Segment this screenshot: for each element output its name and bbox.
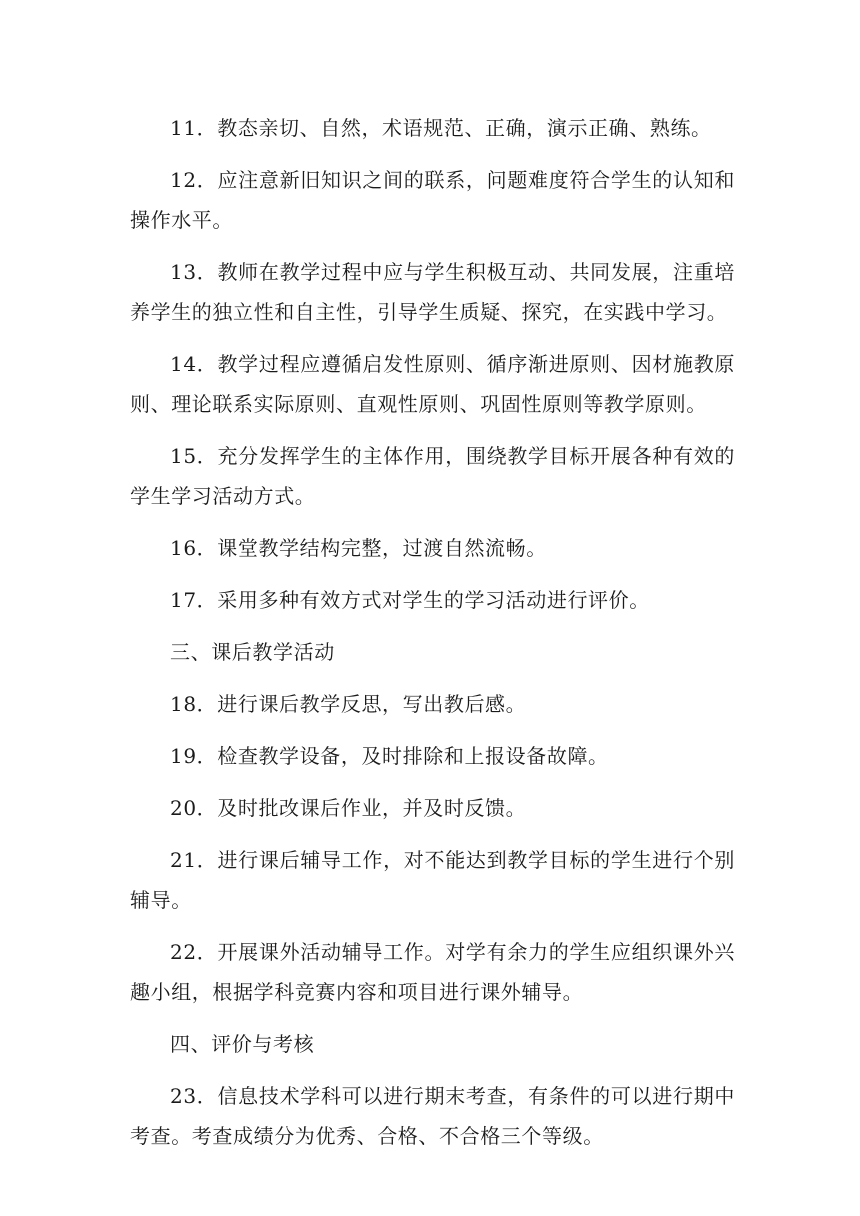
paragraph-19: 19．检查教学设备，及时排除和上报设备故障。 bbox=[170, 744, 609, 768]
paragraph-13: 13．教师在教学过程中应与学生积极互动、共同发展，注重培养学生的独立性和自主性，引导学生质疑、探究，在实践中学习。 bbox=[130, 260, 735, 324]
paragraph-14: 14．教学过程应遵循启发性原则、循序渐进原则、因材施教原则、理论联系实际原则、直观性原则、巩固性原则等教学原则。 bbox=[130, 352, 735, 416]
paragraph-16: 16．课堂教学结构完整，过渡自然流畅。 bbox=[170, 536, 547, 560]
paragraph-15: 15．充分发挥学生的主体作用，围绕教学目标开展各种有效的学生学习活动方式。 bbox=[130, 444, 735, 508]
section-heading-after-class: 三、课后教学活动 bbox=[170, 640, 335, 664]
paragraph-22: 22．开展课外活动辅导工作。对学有余力的学生应组织课外兴趣小组，根据学科竞赛内容和项目进行课外辅导。 bbox=[130, 940, 735, 1004]
document-body bbox=[130, 108, 735, 1168]
paragraph-12: 12．应注意新旧知识之间的联系，问题难度符合学生的认知和操作水平。 bbox=[130, 168, 735, 232]
paragraph-20: 20．及时批改课后作业，并及时反馈。 bbox=[170, 796, 527, 820]
paragraph-21: 21．进行课后辅导工作，对不能达到教学目标的学生进行个别辅导。 bbox=[130, 848, 735, 912]
paragraph-23: 23．信息技术学科可以进行期末考查，有条件的可以进行期中考查。考查成绩分为优秀、合格、不合格三个等级。 bbox=[130, 1084, 735, 1148]
paragraph-17: 17．采用多种有效方式对学生的学习活动进行评价。 bbox=[170, 588, 650, 612]
paragraph-18: 18．进行课后教学反思，写出教后感。 bbox=[170, 692, 527, 716]
section-heading-evaluation: 四、评价与考核 bbox=[170, 1032, 315, 1056]
paragraph-11: 11．教态亲切、自然，术语规范、正确，演示正确、熟练。 bbox=[170, 116, 712, 140]
